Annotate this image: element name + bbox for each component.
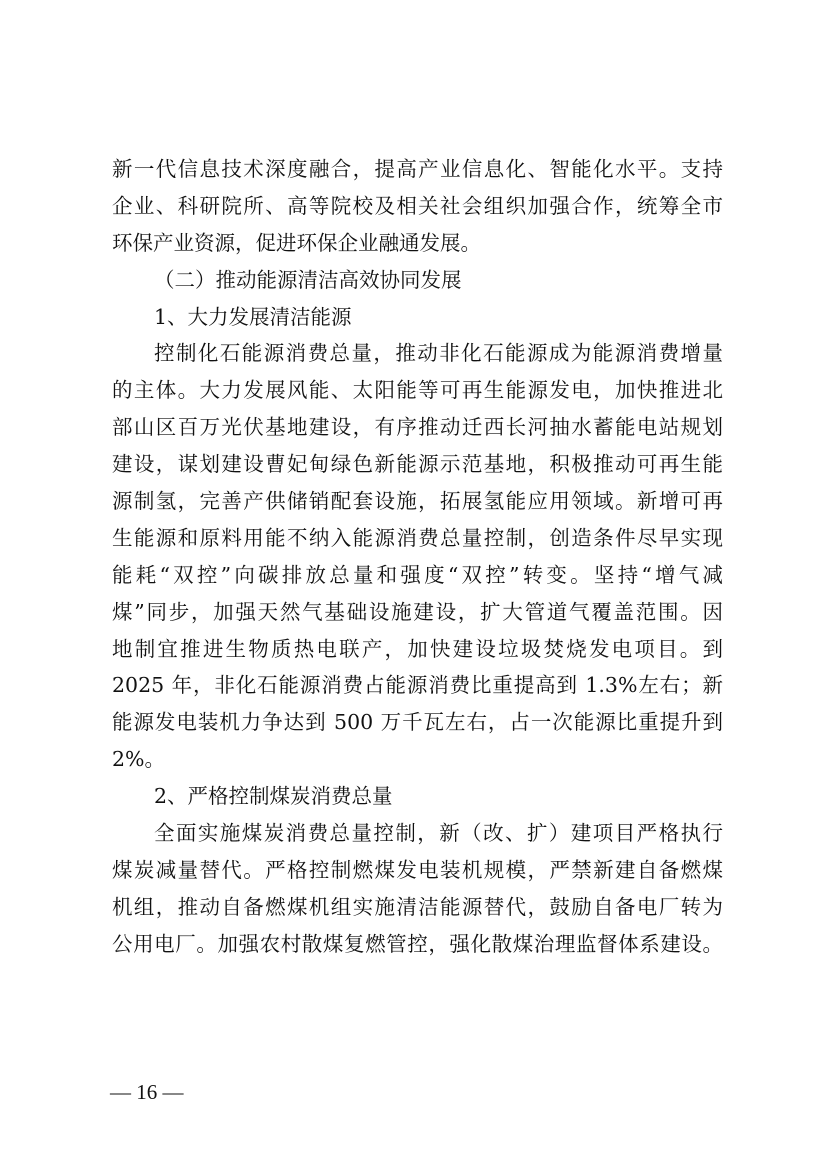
document-body	[112, 151, 723, 963]
text-line: 建设，谋划建设曹妃甸绿色新能源示范基地，积极推动可再生能	[112, 452, 723, 477]
text-line: 生能源和原料用能不纳入能源消费总量控制，创造条件尽早实现	[112, 525, 723, 550]
text-line: 公用电厂。加强农村散煤复燃管控，强化散煤治理监督体系建设。	[112, 931, 723, 956]
text-line: 能耗“双控”向碳排放总量和强度“双控”转变。坚持“增气减	[112, 562, 723, 587]
text-line: 1、大力发展清洁能源	[154, 304, 352, 329]
text-line: 的主体。大力发展风能、太阳能等可再生能源发电，加快推进北	[112, 378, 723, 403]
text-line: 地制宜推进生物质热电联产，加快建设垃圾焚烧发电项目。到	[112, 636, 723, 661]
text-line: 部山区百万光伏基地建设，有序推动迁西长河抽水蓄能电站规划	[112, 415, 723, 440]
text-line: 新一代信息技术深度融合，提高产业信息化、智能化水平。支持	[112, 157, 723, 181]
text-line: （二）推动能源清洁高效协同发展	[154, 267, 462, 292]
text-line: 机组，推动自备燃煤机组实施清洁能源替代，鼓励自备电厂转为	[112, 894, 723, 919]
text-line: 环保产业资源，促进环保企业融通发展。	[112, 230, 481, 255]
text-line: 控制化石能源消费总量，推动非化石能源成为能源消费增量	[154, 341, 723, 366]
text-line: 煤炭减量替代。严格控制燃煤发电装机规模，严禁新建自备燃煤	[112, 857, 723, 882]
text-line: 企业、科研院所、高等院校及相关社会组织加强合作，统筹全市	[112, 193, 723, 218]
page-number: — 16 —	[110, 1080, 184, 1104]
text-line: 2025 年，非化石能源消费占能源消费比重提高到 1.3%左右；新	[112, 673, 723, 698]
text-line: 全面实施煤炭消费总量控制，新（改、扩）建项目严格执行	[154, 821, 723, 846]
text-line: 煤”同步，加强天然气基础设施建设，扩大管道气覆盖范围。因	[112, 599, 723, 624]
text-line: 2、严格控制煤炭消费总量	[154, 784, 393, 809]
text-line: 源制氢，完善产供储销配套设施，拓展氢能应用领域。新增可再	[112, 489, 723, 514]
text-line: 能源发电装机力争达到 500 万千瓦左右，占一次能源比重提升到	[112, 710, 723, 735]
text-line: 2%。	[112, 747, 166, 772]
